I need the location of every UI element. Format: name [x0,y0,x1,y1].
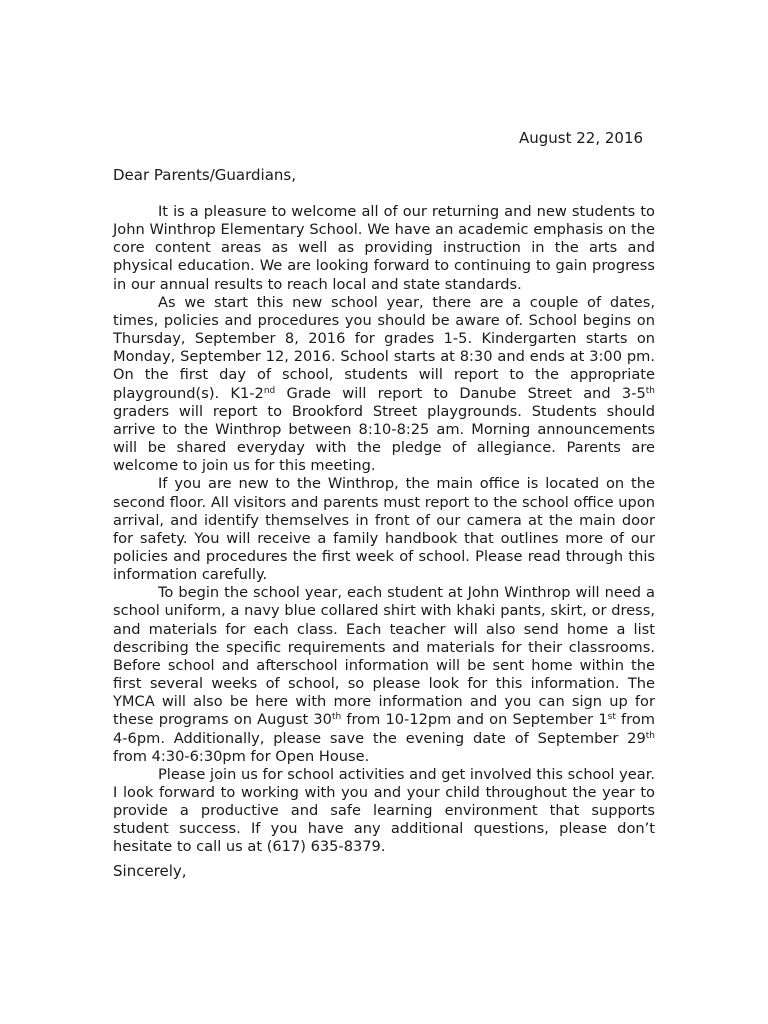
paragraph-text: from 4-6pm. Additionally, please save the evening date of September 29 [113,711,655,747]
paragraph-uniform [113,584,655,766]
paragraph-text: To begin the school year, each student at John Winthrop will need a school uniform, a navy blue collared shirt with khaki pants, skirt, or dress, and materials for each class. Each teacher will also send home a list describing the specific requirements and materials for their classrooms. Before school and afterschool information will be sent home within the first several weeks of school, so please look for this information. The YMCA will also be here with more information and you can sign up for these programs on August 30 [113,584,655,729]
salutation: Dear Parents/Guardians, [113,166,296,184]
paragraph-dates [113,294,655,476]
paragraph-text: As we start this new school year, there are a couple of dates, times, policies and procedures you should be aware of. School begins on Thursday, September 8, 2016 for grades 1-5. Kindergarten starts on Monday, September 12, 2016. School starts at 8:30 and ends at 3:00 pm. On the first day of school, students will report to the appropriate playground(s). K1-2 [113,293,655,402]
letter-body [113,203,655,857]
paragraph-text: If you are new to the Winthrop, the main office is located on the second floor. All visitors and parents must report to the school office upon arrival, and identify themselves in front of our camera at the main door for safety. You will receive a family handbook that outlines more of our policies and procedures the first week of school. Please read through this information carefully. [113,475,655,584]
paragraph-text: graders will report to Brookford Street playgrounds. Students should arrive to the Winthrop between 8:10-8:25 am. Morning announcements will be shared everyday with the pledge of allegiance. Parents are welcome to join us for this meeting. [113,402,655,475]
ordinal-suffix: th [645,385,655,396]
closing: Sincerely, [113,862,187,880]
ordinal-suffix: st [607,712,616,723]
paragraph-closing-remarks [113,766,655,857]
ordinal-suffix: th [645,730,655,741]
paragraph-text: It is a pleasure to welcome all of our returning and new students to John Winthrop Elementary School. We have an academic emphasis on the core content areas as well as providing instruction in the arts and physical education. We are looking forward to continuing to gain progress in our annual results to reach local and state standards. [113,203,655,293]
paragraph-office [113,475,655,584]
ordinal-suffix: th [331,712,342,723]
paragraph-text: from 4:30-6:30pm for Open House. [113,747,370,765]
paragraph-welcome [113,203,655,294]
paragraph-text: Grade will report to Danube Street and 3-5 [275,384,646,402]
letter-date: August 22, 2016 [519,129,644,147]
ordinal-suffix: nd [263,385,276,396]
paragraph-text: Please join us for school activities and get involved this school year. I look forward to working with you and your child throughout the year to provide a productive and safe learning environment that supports student success. If you have any additional questions, please don’t hesitate to call us at (617) 635-8379. [113,765,655,856]
paragraph-text: from 10-12pm and on September 1 [341,711,608,729]
